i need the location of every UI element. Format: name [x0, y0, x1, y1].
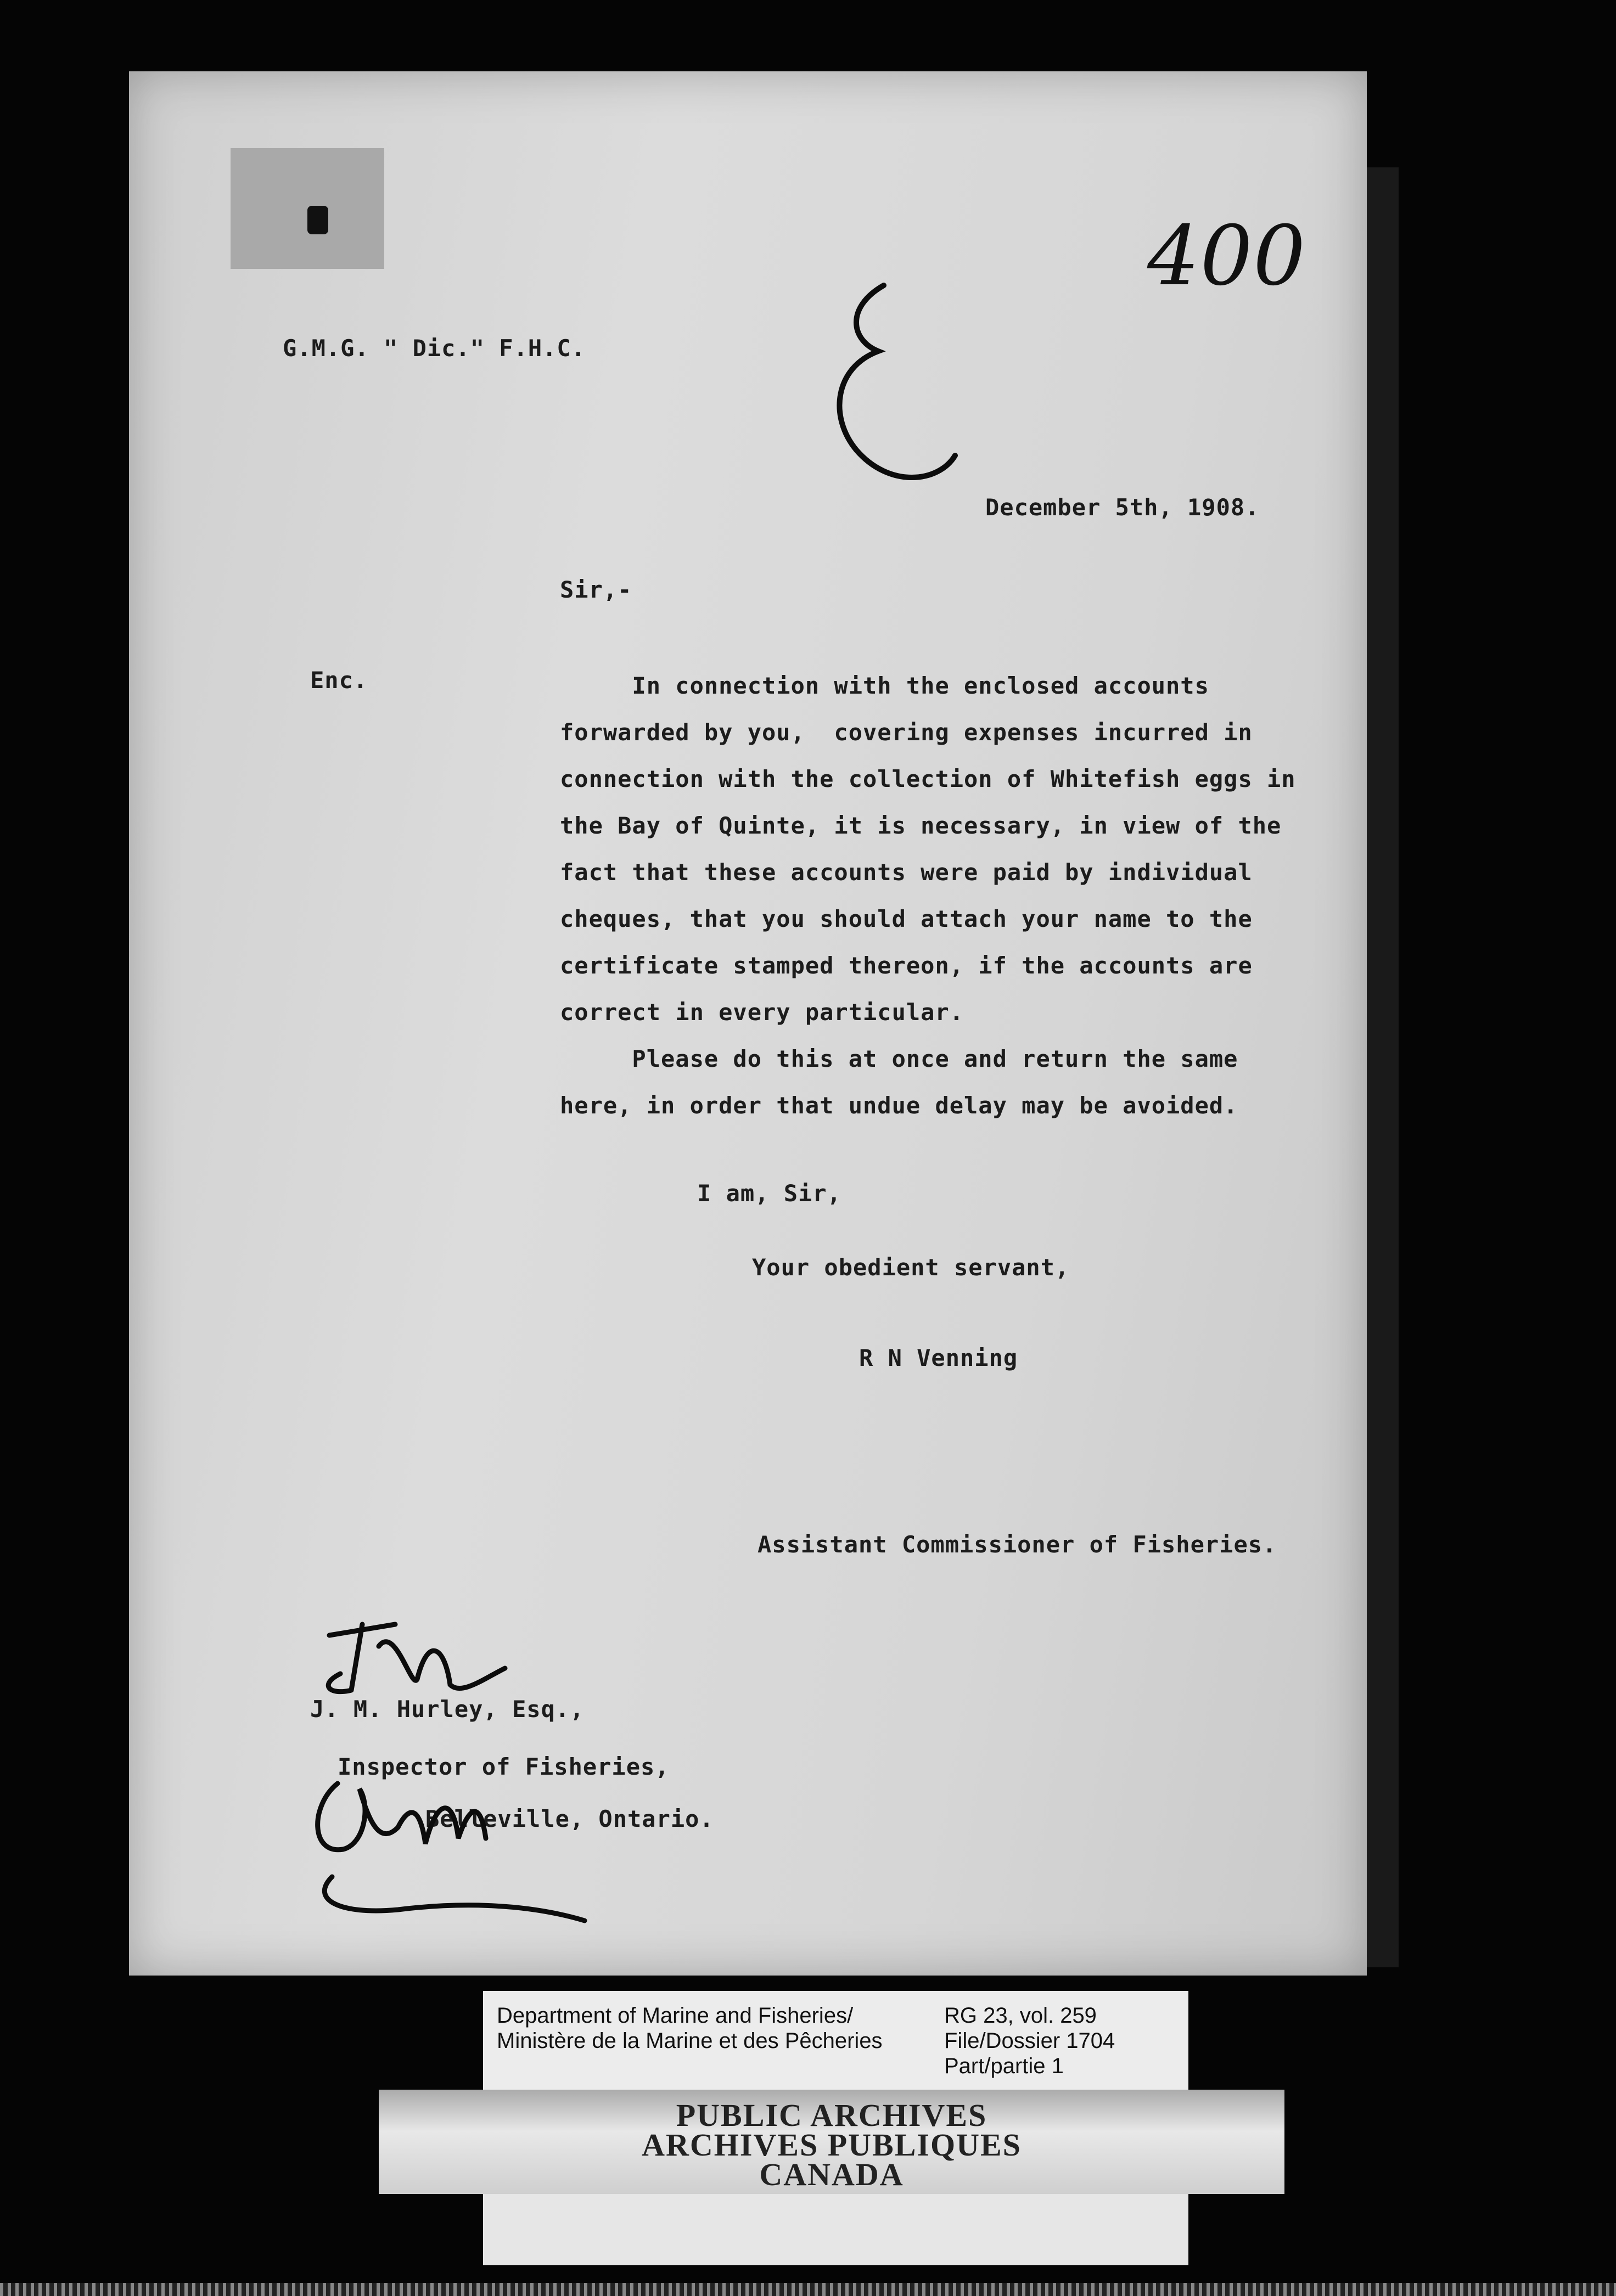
closing-servant: Your obedient servant, — [752, 1254, 1070, 1281]
handwritten-file-number: 400 — [1147, 209, 1306, 304]
record-group: RG 23, vol. 259 — [944, 2004, 1097, 2028]
body-line: correct in every particular. — [560, 999, 964, 1026]
body-line: fact that these accounts were paid by individual — [560, 859, 1253, 886]
handwritten-initials — [307, 1613, 527, 1707]
handwritten-initial-e — [812, 274, 977, 516]
corner-punch-mark — [307, 206, 328, 234]
body-line: connection with the collection of Whitefish eggs in — [560, 766, 1296, 792]
handwritten-signature — [299, 1762, 607, 1937]
department-french: Ministère de la Marine et des Pêcheries — [497, 2029, 883, 2053]
margin-note-enclosure: Enc. — [310, 667, 368, 694]
salutation: Sir,- — [560, 576, 632, 603]
addressee-place: Belleville, Ontario. — [425, 1805, 714, 1832]
backing-board — [1361, 167, 1399, 1967]
body-line: the Bay of Quinte, it is necessary, in view of the — [560, 812, 1282, 839]
film-edge — [0, 2283, 1616, 2296]
part-number: Part/partie 1 — [944, 2054, 1064, 2078]
addressee-name: J. M. Hurley, Esq., — [310, 1696, 585, 1723]
body-line: In connection with the enclosed accounts — [560, 672, 1209, 699]
addressee-title: Inspector of Fisheries, — [338, 1753, 670, 1780]
body-line: forwarded by you, covering expenses incurred in — [560, 719, 1253, 746]
signatory-name: R N Venning — [859, 1344, 1018, 1371]
reference-code: G.M.G. " Dic." F.H.C. — [283, 335, 586, 362]
letter-date: December 5th, 1908. — [985, 494, 1260, 521]
body-line: cheques, that you should attach your name to the — [560, 905, 1253, 932]
stamp-line-1: PUBLIC ARCHIVES — [676, 2097, 987, 2133]
stamp-line-3: CANADA — [759, 2157, 904, 2192]
closing: I am, Sir, — [697, 1180, 841, 1207]
archive-reference-label — [483, 1991, 1188, 2090]
archive-stamp — [379, 2090, 1284, 2194]
body-line: Please do this at once and return the same — [560, 1045, 1238, 1072]
department-english: Department of Marine and Fisheries/ — [497, 2004, 854, 2028]
signatory-title: Assistant Commissioner of Fisheries. — [758, 1531, 1277, 1558]
stamp-line-2: ARCHIVES PUBLIQUES — [642, 2127, 1022, 2163]
label-backing — [483, 2194, 1188, 2265]
file-number: File/Dossier 1704 — [944, 2029, 1115, 2053]
body-line: certificate stamped thereon, if the accounts are — [560, 952, 1253, 979]
body-line: here, in order that undue delay may be avoided. — [560, 1092, 1238, 1119]
